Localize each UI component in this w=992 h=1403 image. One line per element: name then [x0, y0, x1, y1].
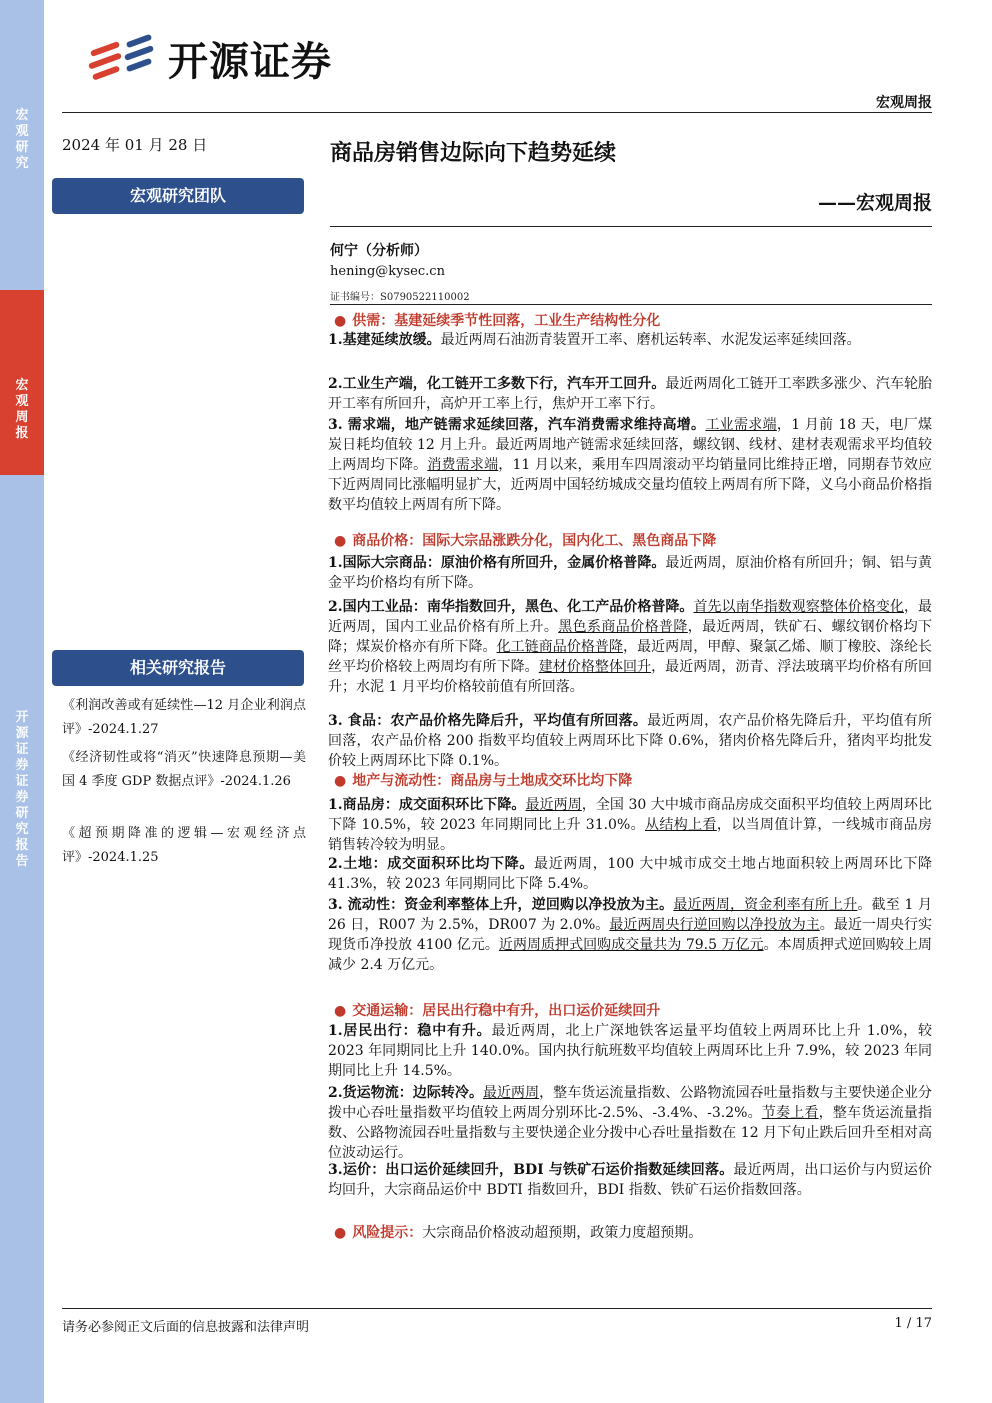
- paragraph: 1.居民出行：稳中有升。最近两周，北上广深地铁客运量平均值较上两周环比上升 1.0%，较 2023 年同期同比上升 140.0%。国内执行航班数平均值较上两周环比上升 7.9%，较 2023 年同期同比上升 14.5%。: [328, 1023, 932, 1079]
- report-date: 2024 年 01 月 28 日: [62, 136, 208, 154]
- risk-warning: ● 风险提示：大宗商品价格波动超预期，政策力度超预期。: [334, 1225, 703, 1241]
- title-divider: [330, 226, 932, 227]
- header-divider: [62, 112, 932, 113]
- sidebar-label-mid: 宏观周报: [15, 378, 29, 441]
- related-item[interactable]: 《经济韧性或将“消灭”快速降息预期—美国 4 季度 GDP 数据点评》-2024.1.26: [62, 750, 306, 789]
- sidebar-blue-band: [0, 475, 44, 1403]
- paragraph: 3.运价：出口运价延续回升，BDI 与铁矿石运价指数延续回落。最近两周，出口运价与内贸运价均回升，大宗商品运价中 BDTI 指数回升，BDI 指数、铁矿石运价指数回落。: [328, 1162, 933, 1198]
- footer-disclaimer: 请务必参阅正文后面的信息披露和法律声明: [62, 1320, 310, 1335]
- report-title: 商品房销售边际向下趋势延续: [330, 140, 617, 166]
- paragraph: 3. 食品：农产品价格先降后升，平均值有所回落。最近两周，农产品价格先降后升，平均值有所回落，农产品价格 200 指数平均值较上两周环比下降 0.6%，猪肉价格先降后升，猪肉平均批发价较上两周环比下降 0.1%。: [328, 713, 932, 769]
- sidebar-label-top: 宏观研究: [15, 108, 29, 171]
- bullet-icon: ●: [334, 533, 347, 549]
- report-type: 宏观周报: [876, 95, 932, 111]
- paragraph: 1.基建延续放缓。最近两周石油沥青装置开工率、磨机运转率、水泥发运率延续回落。: [328, 332, 861, 348]
- paragraph: 2.国内工业品：南华指数回升，黑色、化工产品价格普降。首先以南华指数观察整体价格变化，最近两周，国内工业品价格有所上升。黑色系商品价格普降，最近两周，铁矿石、螺纹钢价格均下降；煤炭价格亦有所下降。化工链商品价格普降，最近两周，甲醇、聚氯乙烯、顺丁橡胶、涤纶长丝平均价格较上两周均有所下降。建材价格整体回升，最近两周，沥青、浮法玻璃平均价格有所回升；水泥 1 月平均价格较前值有所回落。: [328, 599, 933, 695]
- analyst-email[interactable]: hening@kysec.cn: [330, 264, 445, 279]
- section-heading-supply-demand: ● 供需：基建延续季节性回落，工业生产结构性分化: [334, 313, 661, 329]
- sidebar-label-bottom: 开源证券 证券研究报告: [15, 710, 29, 869]
- brand-name: 开源证券: [168, 39, 332, 85]
- bullet-icon: ●: [334, 313, 347, 329]
- related-item[interactable]: 《超预期降准的逻辑—宏观经济点评》-2024.1.25: [62, 826, 306, 865]
- page-number: 1 / 17: [894, 1316, 932, 1331]
- section-heading-transport: ● 交通运输：居民出行稳中有升，出口运价延续回升: [334, 1003, 661, 1019]
- paragraph: 2.货运物流：边际转冷。最近两周，整车货运流量指数、公路物流园吞吐量指数与主要快递企业分拨中心吞吐量指数平均值较上两周分别环比-2.5%、-3.4%、-3.2%。节奏上看，整车货运流量指数、公路物流园吞吐量指数与主要快递企业分拨中心吞吐量指数在 12 月下旬止跌后回升至相对高位波动运行。: [328, 1085, 933, 1161]
- analyst-divider: [330, 304, 932, 305]
- bullet-icon: ●: [334, 1003, 347, 1019]
- analyst-name: 何宁（分析师）: [330, 243, 428, 259]
- paragraph: 3. 需求端，地产链需求延续回落，汽车消费需求维持高增。工业需求端，1 月前 18 天，电厂煤炭日耗均值较 12 月上升。最近两周地产链需求延续回落，螺纹钢、线材、建材表观需求平均值较上两周均下降。消费需求端，11 月以来，乘用车四周滚动平均销量同比维持正增，同期春节效应下近两周同比涨幅明显扩大，近两周中国轻纺城成交量均值较上两周有所下降，义乌小商品价格指数平均值较上两周有所下降。: [328, 417, 933, 513]
- bullet-icon: ●: [334, 1225, 347, 1241]
- bullet-icon: ●: [334, 773, 347, 789]
- paragraph: 1.商品房：成交面积环比下降。最近两周，全国 30 大中城市商品房成交面积平均值较上两周环比下降 10.5%，较 2023 年同期同比上升 31.0%。从结构上看，以当周值计算，一线城市商品房销售转冷较为明显。: [328, 797, 932, 853]
- paragraph: 2.土地：成交面积环比均下降。最近两周，100 大中城市成交土地占地面积较上两周环比下降 41.3%，较 2023 年同期同比下降 5.4%。: [328, 856, 932, 892]
- related-label: 相关研究报告: [52, 650, 304, 686]
- footer-divider: [62, 1308, 932, 1309]
- team-label: 宏观研究团队: [52, 178, 304, 214]
- related-item[interactable]: 《利润改善或有延续性—12 月企业利润点评》-2024.1.27: [62, 698, 306, 737]
- paragraph: 1.国际大宗商品：原油价格有所回升，金属价格普降。最近两周，原油价格有所回升；铜、铝与黄金平均价格均有所下降。: [328, 555, 932, 591]
- paragraph: 3. 流动性：资金利率整体上升，逆回购以净投放为主。最近两周，资金利率有所上升。截至 1 月 26 日，R007 为 2.5%，DR007 为 2.0%。最近两周央行逆回购以净投放为主。最近一周央行实现货币净投放 4100 亿元。近两周质押式回购成交量共为 79.5 万亿元。本周质押式逆回购较上周减少 2.4 万亿元。: [328, 897, 933, 973]
- report-subtitle: ——宏观周报: [817, 192, 932, 214]
- analyst-cert: 证书编号：S0790522110002: [330, 292, 470, 303]
- section-heading-property: ● 地产与流动性：商品房与土地成交环比均下降: [334, 773, 633, 789]
- section-heading-prices: ● 商品价格：国际大宗品涨跌分化，国内化工、黑色商品下降: [334, 533, 717, 549]
- paragraph: 2.工业生产端，化工链开工多数下行，汽车开工回升。最近两周化工链开工率跌多涨少、汽车轮胎开工率有所回升，高炉开工率上行，焦炉开工率下行。: [328, 376, 932, 412]
